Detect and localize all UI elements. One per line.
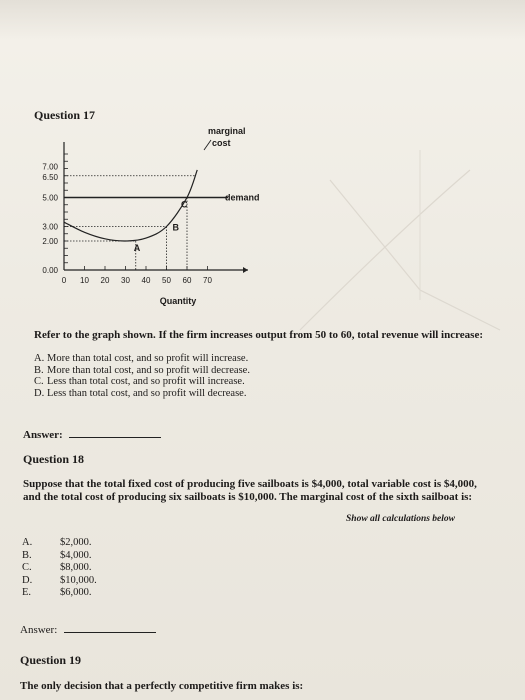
y-tick-label: 7.00 bbox=[42, 162, 58, 172]
marginal-cost-label-line2: cost bbox=[212, 138, 231, 148]
choice-text: $8,000. bbox=[60, 562, 92, 573]
question-17-prompt: Refer to the graph shown. If the firm increases output from 50 to 60, total revenue will increase: bbox=[34, 329, 484, 341]
q18-choice-b bbox=[22, 550, 92, 561]
answer-label: Answer: bbox=[20, 624, 58, 636]
choice-text: More than total cost, and so profit will decrease. bbox=[47, 364, 250, 376]
question-18-title: Question 18 bbox=[23, 452, 85, 466]
answer-blank-17[interactable] bbox=[69, 427, 161, 438]
question-19-prompt: The only decision that a perfectly competitive firm makes is: bbox=[20, 680, 304, 692]
question-18-answer bbox=[20, 622, 156, 636]
q17-choice-c bbox=[34, 376, 245, 387]
x-tick-label: 20 bbox=[100, 276, 110, 285]
y-tick-label: 3.00 bbox=[42, 222, 58, 232]
x-tick-label: 60 bbox=[182, 276, 192, 285]
question-17-title: Question 17 bbox=[34, 108, 96, 122]
x-tick-label: 50 bbox=[162, 276, 171, 285]
demand-label: demand bbox=[225, 192, 260, 203]
question-17-answer bbox=[23, 427, 161, 441]
choice-letter: D. bbox=[34, 387, 45, 399]
marginal-cost-demand-chart bbox=[28, 122, 288, 312]
question-19-title: Question 19 bbox=[20, 653, 82, 667]
y-tick-label: 5.00 bbox=[42, 193, 58, 203]
q17-choice-a bbox=[34, 353, 248, 364]
answer-label: Answer: bbox=[23, 429, 63, 441]
choice-text: More than total cost, and so profit will increase. bbox=[47, 353, 249, 364]
y-tick-label: 0.00 bbox=[42, 266, 58, 275]
question-18-prompt-line2: and the total cost of producing six sailboats is $10,000. The marginal cost of the sixth sailboat is: bbox=[23, 491, 473, 503]
choice-text: Less than total cost, and so profit will increase. bbox=[47, 376, 245, 387]
x-tick-label: 0 bbox=[61, 276, 67, 285]
q18-choice-a bbox=[22, 537, 92, 548]
choice-letter: A. bbox=[22, 537, 33, 548]
q18-choice-c bbox=[22, 562, 92, 573]
choice-text: $4,000. bbox=[60, 549, 92, 561]
show-calculations-note: Show all calculations below bbox=[346, 514, 456, 524]
x-tick-label: 10 bbox=[80, 276, 89, 285]
page-shadow bbox=[0, 0, 525, 40]
q17-choice-d bbox=[34, 388, 246, 399]
choice-text: $10,000. bbox=[60, 574, 97, 586]
choice-text: $6,000. bbox=[60, 587, 92, 598]
x-axis-label: Quantity bbox=[159, 296, 197, 306]
question-18-prompt-line1: Suppose that the total fixed cost of producing five sailboats is $4,000, total variable cost is $4,000, bbox=[23, 478, 477, 490]
y-tick-label: 6.50 bbox=[42, 172, 58, 182]
answer-blank-18[interactable] bbox=[64, 622, 156, 633]
x-axis-arrow bbox=[243, 267, 248, 273]
q17-choice-b bbox=[34, 365, 250, 376]
q18-choice-d bbox=[22, 575, 97, 586]
marginal-cost-pointer bbox=[204, 140, 211, 150]
choice-text: Less than total cost, and so profit will decrease. bbox=[47, 387, 247, 399]
x-tick-label: 30 bbox=[121, 276, 130, 285]
x-tick-label: 40 bbox=[141, 276, 151, 285]
choice-letter: B. bbox=[22, 549, 32, 561]
q18-choice-e bbox=[22, 587, 92, 598]
choice-text: $2,000. bbox=[60, 537, 92, 548]
marginal-cost-label-line1: marginal bbox=[208, 126, 246, 136]
choice-letter: A. bbox=[34, 353, 45, 364]
choice-letter: C. bbox=[22, 562, 32, 573]
choice-letter: D. bbox=[22, 574, 33, 586]
choice-letter: C. bbox=[34, 376, 44, 387]
point-label-c: C bbox=[181, 199, 188, 210]
choice-letter: E. bbox=[22, 587, 32, 598]
point-label-b: B bbox=[172, 222, 179, 233]
y-tick-label: 2.00 bbox=[42, 237, 58, 246]
choice-letter: B. bbox=[34, 364, 44, 376]
point-label-a: A bbox=[133, 243, 141, 253]
x-tick-label: 70 bbox=[203, 276, 212, 285]
